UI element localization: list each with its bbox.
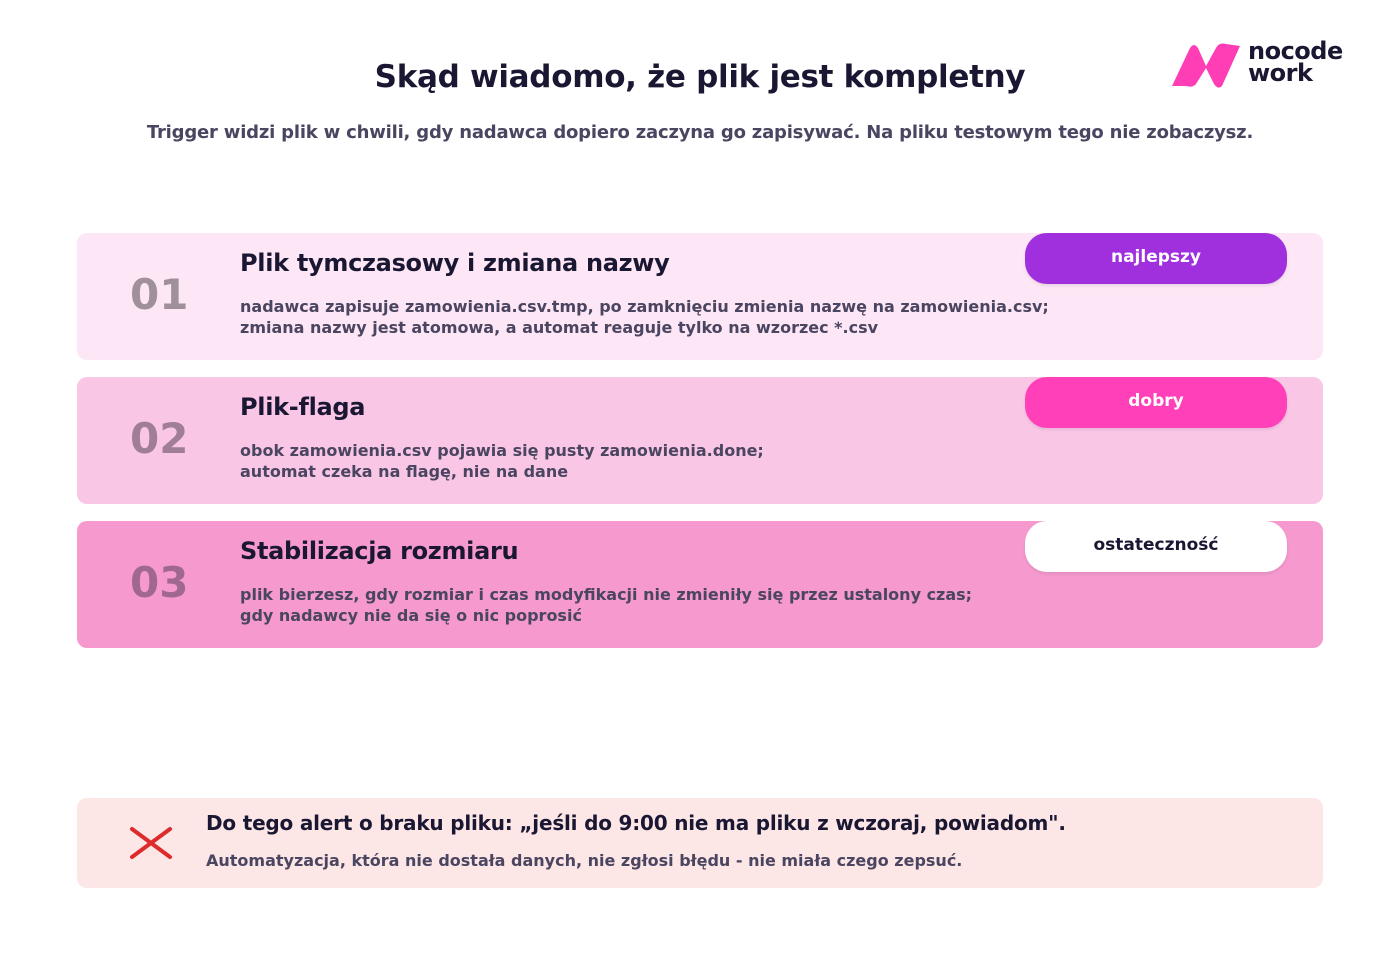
rating-badge-good: dobry	[1025, 377, 1287, 428]
logo-line-1: nocode	[1248, 37, 1343, 65]
method-number: 01	[130, 270, 189, 319]
method-title: Plik tymczasowy i zmiana nazwy	[240, 249, 670, 277]
method-number: 03	[130, 558, 189, 607]
method-description	[240, 584, 1060, 626]
missing-file-alert	[77, 798, 1323, 888]
method-description	[240, 296, 1060, 338]
cross-icon	[129, 826, 173, 860]
method-description-line: plik bierzesz, gdy rozmiar i czas modyfikacji nie zmieniły się przez ustalony czas;	[240, 585, 973, 604]
method-description	[240, 440, 1060, 482]
method-title: Plik-flaga	[240, 393, 366, 421]
page-subtitle: Trigger widzi plik w chwili, gdy nadawca dopiero zaczyna go zapisywać. Na pliku testowym tego nie zobaczysz.	[146, 122, 1254, 143]
method-description-line: gdy nadawcy nie da się o nic poprosić	[240, 606, 582, 625]
nocode-logo-icon	[1170, 42, 1242, 88]
method-title: Stabilizacja rozmiaru	[240, 537, 519, 565]
method-card-2	[77, 377, 1323, 504]
method-description-line: nadawca zapisuje zamowienia.csv.tmp, po zamknięciu zmienia nazwę na zamowienia.csv;	[240, 297, 1049, 316]
method-description-line: zmiana nazwy jest atomowa, a automat reaguje tylko na wzorzec *.csv	[240, 318, 879, 337]
method-card-1	[77, 233, 1323, 360]
logo-wordmark	[1248, 37, 1343, 87]
method-card-3	[77, 521, 1323, 648]
logo	[1170, 37, 1360, 90]
method-number: 02	[130, 414, 189, 463]
alert-description: Automatyzacja, która nie dostała danych, nie zgłosi błędu - nie miała czego zepsuć.	[206, 851, 963, 870]
method-description-line: automat czeka na flagę, nie na dane	[240, 462, 569, 481]
method-description-line: obok zamowienia.csv pojawia się pusty zamowienia.done;	[240, 441, 764, 460]
rating-badge-last-resort: ostateczność	[1025, 521, 1287, 572]
logo-line-2: work	[1248, 59, 1313, 87]
page-title: Skąd wiadomo, że plik jest kompletny	[374, 59, 1026, 95]
alert-title: Do tego alert o braku pliku: „jeśli do 9:00 nie ma pliku z wczoraj, powiadom".	[206, 811, 1066, 835]
rating-badge-best: najlepszy	[1025, 233, 1287, 284]
